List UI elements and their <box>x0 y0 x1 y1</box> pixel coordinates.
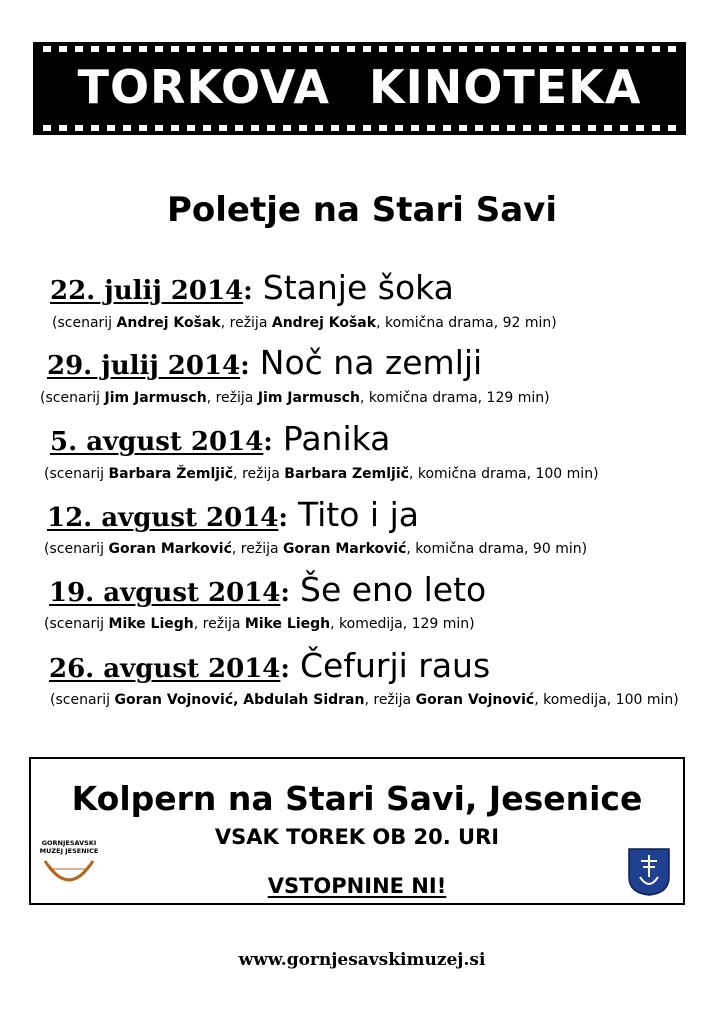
film-title: Panika <box>282 419 391 458</box>
film-hole <box>588 125 596 131</box>
film-date: 19. avgust 2014 <box>49 578 281 608</box>
film-title: Noč na zemlji <box>259 343 483 382</box>
film-hole <box>267 46 275 52</box>
film-hole <box>668 125 676 131</box>
film-genre: , komična drama, 90 min) <box>406 541 588 557</box>
film-title: Stanje šoka <box>262 268 454 307</box>
program-subtitle: Poletje na Stari Savi <box>167 190 557 230</box>
film-credits <box>44 541 587 557</box>
film-perforations-bottom <box>43 125 676 131</box>
director-label: , režija <box>206 390 258 406</box>
museum-arc-icon <box>39 855 99 895</box>
film-credits <box>44 466 599 482</box>
film-hole <box>315 46 323 52</box>
film-hole <box>171 46 179 52</box>
screenplay-name: Mike Liegh <box>108 616 194 632</box>
film-hole <box>91 46 99 52</box>
film-hole <box>171 125 179 131</box>
film-credits <box>50 692 679 708</box>
film-hole <box>395 46 403 52</box>
film-hole <box>588 46 596 52</box>
film-date: 26. avgust 2014 <box>49 654 281 684</box>
film-hole <box>235 46 243 52</box>
film-perforations-top <box>43 46 676 52</box>
film-date-colon: : <box>280 654 290 684</box>
film-genre: , komična drama, 129 min) <box>360 390 550 406</box>
screenplay-label: (scenarij <box>40 390 105 406</box>
film-heading <box>47 343 482 382</box>
jesenice-crest-icon <box>627 847 671 897</box>
film-hole <box>203 46 211 52</box>
film-hole <box>379 46 387 52</box>
film-heading <box>49 570 486 609</box>
page-title: TORKOVA KINOTEKA <box>77 60 642 114</box>
film-hole <box>475 46 483 52</box>
film-hole <box>572 46 580 52</box>
film-hole <box>523 125 531 131</box>
film-heading <box>50 268 454 307</box>
film-date-colon: : <box>263 427 273 457</box>
film-hole <box>187 125 195 131</box>
website-link[interactable]: www.gornjesavskimuzej.si <box>238 950 486 970</box>
film-hole <box>556 46 564 52</box>
film-hole <box>363 46 371 52</box>
film-hole <box>331 125 339 131</box>
film-hole <box>347 46 355 52</box>
film-hole <box>283 46 291 52</box>
screenplay-name: Jim Jarmusch <box>104 390 207 406</box>
film-hole <box>59 125 67 131</box>
film-hole <box>459 46 467 52</box>
film-hole <box>299 46 307 52</box>
film-hole <box>187 46 195 52</box>
screenplay-label: (scenarij <box>44 541 109 557</box>
film-credits <box>52 315 557 331</box>
film-hole <box>43 125 51 131</box>
film-hole <box>604 125 612 131</box>
film-heading <box>49 646 490 685</box>
director-label: , režija <box>231 541 284 557</box>
schedule-text: VSAK TOREK OB 20. URI <box>214 825 500 849</box>
director-name: Jim Jarmusch <box>257 390 361 406</box>
film-hole <box>443 125 451 131</box>
director-name: Andrej Košak <box>271 315 377 331</box>
film-date-colon: : <box>278 503 288 533</box>
film-date: 12. avgust 2014 <box>47 503 279 533</box>
screenplay-label: (scenarij <box>44 616 109 632</box>
film-date-colon: : <box>240 351 250 381</box>
film-hole <box>491 125 499 131</box>
film-hole <box>620 46 628 52</box>
director-label: , režija <box>364 692 416 708</box>
film-heading <box>50 419 390 458</box>
film-hole <box>267 125 275 131</box>
film-hole <box>107 46 115 52</box>
film-credits <box>40 390 550 406</box>
film-hole <box>652 125 660 131</box>
film-hole <box>572 125 580 131</box>
director-name: Barbara Zemljič <box>284 466 409 482</box>
film-genre: , komedija, 129 min) <box>330 616 475 632</box>
film-hole <box>139 125 147 131</box>
museum-logo-label: GORNJESAVSKI MUZEJ JESENICE <box>39 839 99 855</box>
film-title: Še eno leto <box>300 570 487 609</box>
film-hole <box>443 46 451 52</box>
screenplay-label: (scenarij <box>44 466 109 482</box>
film-date: 5. avgust 2014 <box>50 427 264 457</box>
film-hole <box>379 125 387 131</box>
film-hole <box>539 125 547 131</box>
film-date-colon: : <box>280 578 290 608</box>
museum-logo <box>39 839 99 899</box>
screenplay-name: Goran Vojnović, Abdulah Sidran <box>114 692 365 708</box>
film-hole <box>235 125 243 131</box>
film-hole <box>539 46 547 52</box>
film-title: Čefurji raus <box>300 646 491 685</box>
film-hole <box>604 46 612 52</box>
film-date-colon: : <box>243 276 253 306</box>
film-hole <box>91 125 99 131</box>
free-entry-text: VSTOPNINE NI! <box>267 874 447 898</box>
film-hole <box>411 125 419 131</box>
film-credits <box>44 616 475 632</box>
film-hole <box>123 125 131 131</box>
film-hole <box>331 46 339 52</box>
film-hole <box>59 46 67 52</box>
venue-text: Kolpern na Stari Savi, Jesenice <box>71 779 643 818</box>
film-hole <box>507 125 515 131</box>
film-hole <box>620 125 628 131</box>
film-hole <box>203 125 211 131</box>
header-filmstrip <box>33 42 686 135</box>
director-label: , režija <box>220 315 272 331</box>
film-hole <box>347 125 355 131</box>
director-label: , režija <box>193 616 245 632</box>
film-date: 22. julij 2014 <box>50 276 244 306</box>
film-hole <box>155 46 163 52</box>
film-hole <box>139 46 147 52</box>
director-name: Mike Liegh <box>244 616 331 632</box>
film-hole <box>75 125 83 131</box>
film-date: 29. julij 2014 <box>47 351 241 381</box>
film-hole <box>395 125 403 131</box>
film-genre: , komična drama, 92 min) <box>376 315 557 331</box>
screenplay-name: Goran Marković <box>108 541 232 557</box>
screenplay-label: (scenarij <box>50 692 115 708</box>
film-hole <box>427 125 435 131</box>
film-hole <box>283 125 291 131</box>
film-genre: , komedija, 100 min) <box>534 692 679 708</box>
film-hole <box>75 46 83 52</box>
director-name: Goran Vojnović <box>415 692 535 708</box>
film-hole <box>155 125 163 131</box>
film-hole <box>411 46 419 52</box>
film-hole <box>523 46 531 52</box>
film-heading <box>47 495 419 534</box>
film-title: Tito i ja <box>298 495 419 534</box>
info-box <box>29 757 685 905</box>
film-hole <box>556 125 564 131</box>
screenplay-label: (scenarij <box>52 315 117 331</box>
film-hole <box>459 125 467 131</box>
director-label: , režija <box>233 466 285 482</box>
director-name: Goran Marković <box>283 541 407 557</box>
film-hole <box>251 125 259 131</box>
film-hole <box>636 125 644 131</box>
film-hole <box>491 46 499 52</box>
screenplay-name: Barbara Žemljič <box>108 466 234 482</box>
film-hole <box>363 125 371 131</box>
film-hole <box>299 125 307 131</box>
screenplay-name: Andrej Košak <box>116 315 221 331</box>
film-hole <box>43 46 51 52</box>
film-hole <box>219 125 227 131</box>
film-hole <box>315 125 323 131</box>
film-hole <box>652 46 660 52</box>
film-hole <box>427 46 435 52</box>
film-hole <box>475 125 483 131</box>
film-hole <box>668 46 676 52</box>
film-hole <box>123 46 131 52</box>
film-hole <box>507 46 515 52</box>
film-hole <box>107 125 115 131</box>
film-genre: , komična drama, 100 min) <box>408 466 599 482</box>
film-hole <box>251 46 259 52</box>
film-hole <box>219 46 227 52</box>
film-hole <box>636 46 644 52</box>
